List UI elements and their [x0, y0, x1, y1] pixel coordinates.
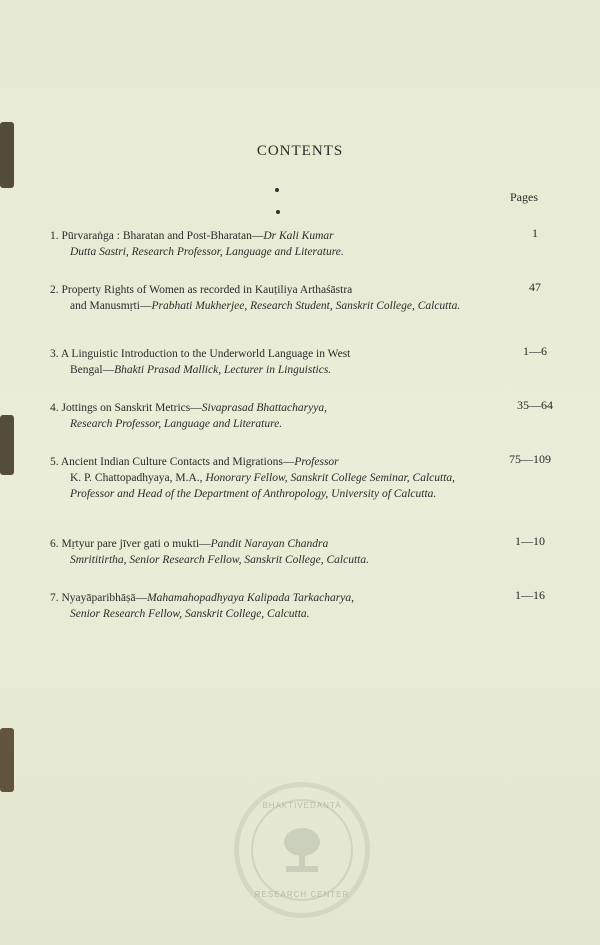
- toc-entry: [50, 282, 470, 314]
- entry-details: Senior Research Fellow, Sanskrit College, Calcutta.: [70, 608, 310, 620]
- entry-details: Research Professor, Language and Literature.: [70, 418, 283, 430]
- entry-author: Dr Kali Kumar: [263, 230, 334, 242]
- entry-pages: 35—64: [517, 398, 553, 412]
- toc-entry: [50, 228, 470, 260]
- page-title: CONTENTS: [256, 143, 344, 159]
- entry-author: Prabhati Mukherjee,: [151, 300, 248, 312]
- entry-pages: 47: [529, 280, 541, 294]
- entry-number: 7.: [50, 592, 59, 604]
- entry-title: Mṛtyur pare jīver gati o mukti—: [61, 538, 211, 550]
- entry-title: Jottings on Sanskrit Metrics—: [61, 402, 202, 414]
- entry-author: Sivaprasad Bhattacharyya,: [201, 402, 327, 414]
- entry-details: Research Student, Sanskrit College, Calcutta.: [250, 300, 461, 312]
- ornament-dot: [276, 210, 280, 214]
- entry-title: Ancient Indian Culture Contacts and Migrations—: [60, 456, 295, 468]
- entry-pages: 1—6: [523, 344, 547, 358]
- entry-details: Honorary Fellow, Sanskrit College Seminar, Calcutta, Professor and Head of the Department of Anthropology, University of Calcutta.: [70, 472, 456, 500]
- toc-entry: [50, 346, 470, 378]
- entry-pages: 1—16: [515, 588, 545, 602]
- entry-details-prefix: and Manusmṛti—: [70, 300, 152, 312]
- entry-author: Professor: [294, 456, 339, 468]
- entry-details-prefix: Bengal—: [70, 364, 115, 376]
- entry-number: 3.: [50, 348, 59, 360]
- tree-icon: [272, 820, 332, 880]
- entry-details: Dutta Sastri, Research Professor, Language and Literature.: [70, 246, 344, 258]
- entry-author: Mahamahopadhyaya Kalipada Tarkacharya,: [147, 592, 354, 604]
- ornament-dot: [275, 188, 279, 192]
- entry-title: Property Rights of Women as recorded in Kauṭiliya Arthaśāstra: [61, 284, 353, 296]
- entry-title: A Linguistic Introduction to the Underworld Language in West: [60, 348, 351, 360]
- toc-entry: [50, 454, 470, 502]
- toc-entry: [50, 400, 470, 432]
- entry-details-prefix: K. P. Chattopadhyaya, M.A.,: [70, 472, 203, 484]
- watermark-top-text: BHAKTIVEDANTA: [262, 801, 342, 810]
- entry-pages: 1—10: [515, 534, 545, 548]
- binding-mark: [0, 728, 14, 792]
- binding-mark: [0, 415, 14, 475]
- entry-details: Smrititirtha, Senior Research Fellow, Sanskrit College, Calcutta.: [70, 554, 369, 566]
- toc-entry: [50, 536, 470, 568]
- entry-pages: 1: [532, 226, 538, 240]
- watermark-seal: [234, 782, 370, 918]
- entry-number: 2.: [50, 284, 59, 296]
- entry-title: Nyayāparibhāṣā—: [61, 592, 148, 604]
- entry-pages: 75—109: [509, 452, 551, 466]
- toc-entry: [50, 590, 470, 622]
- entry-details: Bhakti Prasad Mallick, Lecturer in Linguistics.: [114, 364, 332, 376]
- entry-number: 5.: [50, 456, 59, 468]
- entry-number: 1.: [50, 230, 59, 242]
- entry-number: 6.: [50, 538, 59, 550]
- entry-author: Pandit Narayan Chandra: [210, 538, 329, 550]
- watermark-bottom-text: RESEARCH CENTER: [254, 890, 350, 899]
- entry-number: 4.: [50, 402, 59, 414]
- entry-title: Pūrvaraṅga : Bharatan and Post-Bharatan—: [61, 230, 264, 242]
- pages-column-header: Pages: [510, 190, 538, 204]
